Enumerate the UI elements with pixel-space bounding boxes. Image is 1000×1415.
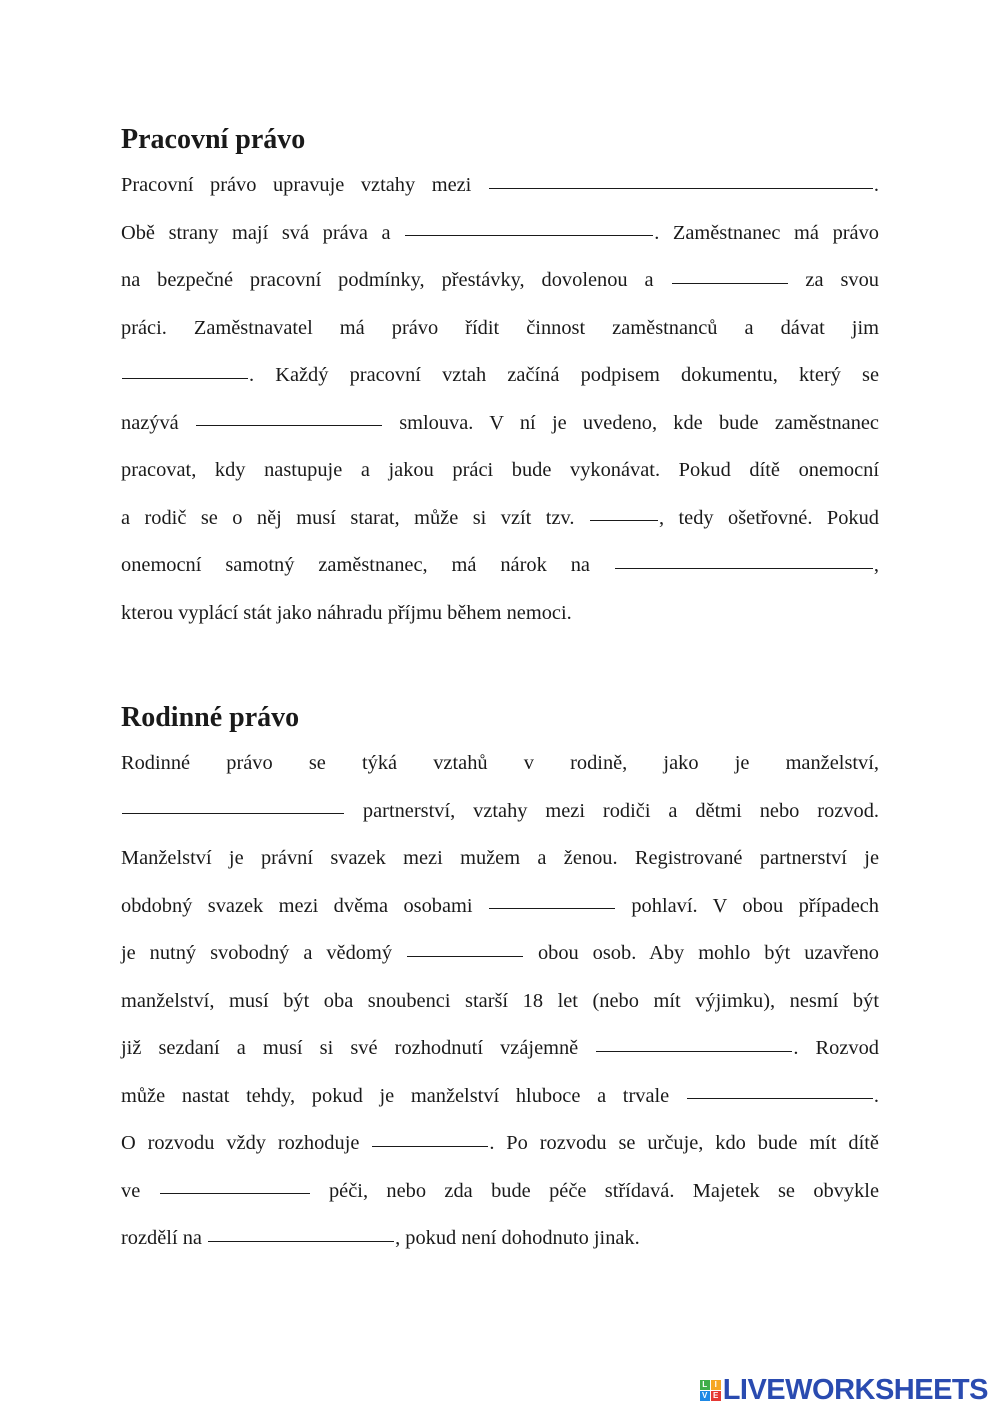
blank-field[interactable] (489, 908, 615, 909)
text-line: již sezdaní a musí si své rozhodnutí vzájemně . Rozvod (121, 1037, 879, 1059)
section-paragraph (121, 740, 879, 1263)
text-line: . Každý pracovní vztah začíná podpisem dokumentu, který se (121, 352, 879, 400)
text-line: ve péči, nebo zda bude péče střídavá. Majetek se obvykle (121, 1179, 880, 1202)
text-line: Obě strany mají svá práva a . Zaměstnanec má právo (121, 221, 879, 244)
logo-text: LIVEWORKSHEETS (722, 1374, 988, 1406)
text-line: je nutný svobodný a vědomý obou osob. Aby mohlo být uzavřeno (121, 942, 879, 964)
text-line: O rozvodu vždy rozhoduje . Po rozvodu se určuje, kdo bude mít dítě (121, 1132, 879, 1154)
text-line: Rodinné právo se týká vztahů v rodině, jako je manželství, (121, 752, 879, 774)
logo-icon-cell: V (700, 1391, 710, 1401)
blank-field[interactable] (160, 1193, 310, 1194)
blank-field[interactable] (672, 283, 788, 284)
text-line: partnerství, vztahy mezi rodiči a dětmi nebo rozvod. (121, 788, 879, 836)
blank-field[interactable] (407, 956, 523, 957)
logo-icon-cell: E (711, 1391, 721, 1401)
text-line: práci. Zaměstnavatel má právo řídit činnost zaměstnanců a dávat jim (121, 316, 879, 339)
logo-icon-cell: L (700, 1380, 710, 1390)
logo-icon-cell: I (711, 1380, 721, 1390)
blank-field[interactable] (615, 568, 873, 569)
text-line: onemocní samotný zaměstnanec, má nárok na , (121, 554, 879, 576)
section-heading: Rodinné právo (121, 702, 300, 733)
section-pracovni-pravo (121, 118, 879, 637)
text-line: a rodič se o něj musí starat, může si vzít tzv. , tedy ošetřovné. Pokud (121, 506, 879, 529)
blank-field[interactable] (489, 188, 873, 189)
text-line: na bezpečné pracovní podmínky, přestávky, dovolenou a za svou (121, 269, 879, 291)
text-line: může nastat tehdy, pokud je manželství hluboce a trvale . (121, 1084, 879, 1107)
text-line: manželství, musí být oba snoubenci starší 18 let (nebo mít výjimku), nesmí být (121, 989, 879, 1012)
text-line: nazývá smlouva. V ní je uvedeno, kde bude zaměstnanec (121, 411, 879, 434)
blank-field[interactable] (122, 813, 344, 814)
blank-field[interactable] (208, 1241, 394, 1242)
blank-field[interactable] (590, 520, 658, 521)
section-rodinne-pravo (121, 696, 879, 1263)
blank-field[interactable] (122, 378, 248, 379)
blank-field[interactable] (596, 1051, 792, 1052)
section-paragraph (121, 162, 879, 637)
text-line: pracovat, kdy nastupuje a jakou práci bude vykonávat. Pokud dítě onemocní (121, 459, 879, 481)
text-line: obdobný svazek mezi dvěma osobami pohlaví. V obou případech (121, 894, 879, 917)
liveworksheets-logo (700, 1374, 988, 1407)
text-line: Pracovní právo upravuje vztahy mezi . (121, 174, 879, 196)
blank-field[interactable] (687, 1098, 873, 1099)
logo-icon (700, 1380, 721, 1401)
text-line: Manželství je právní svazek mezi mužem a ženou. Registrované partnerství je (121, 847, 879, 869)
text-line: rozdělí na , pokud není dohodnuto jinak. (121, 1227, 640, 1249)
section-heading: Pracovní právo (121, 124, 306, 155)
blank-field[interactable] (196, 425, 382, 426)
blank-field[interactable] (405, 235, 653, 236)
blank-field[interactable] (372, 1146, 488, 1147)
text-line: kterou vyplácí stát jako náhradu příjmu během nemoci. (121, 601, 572, 624)
